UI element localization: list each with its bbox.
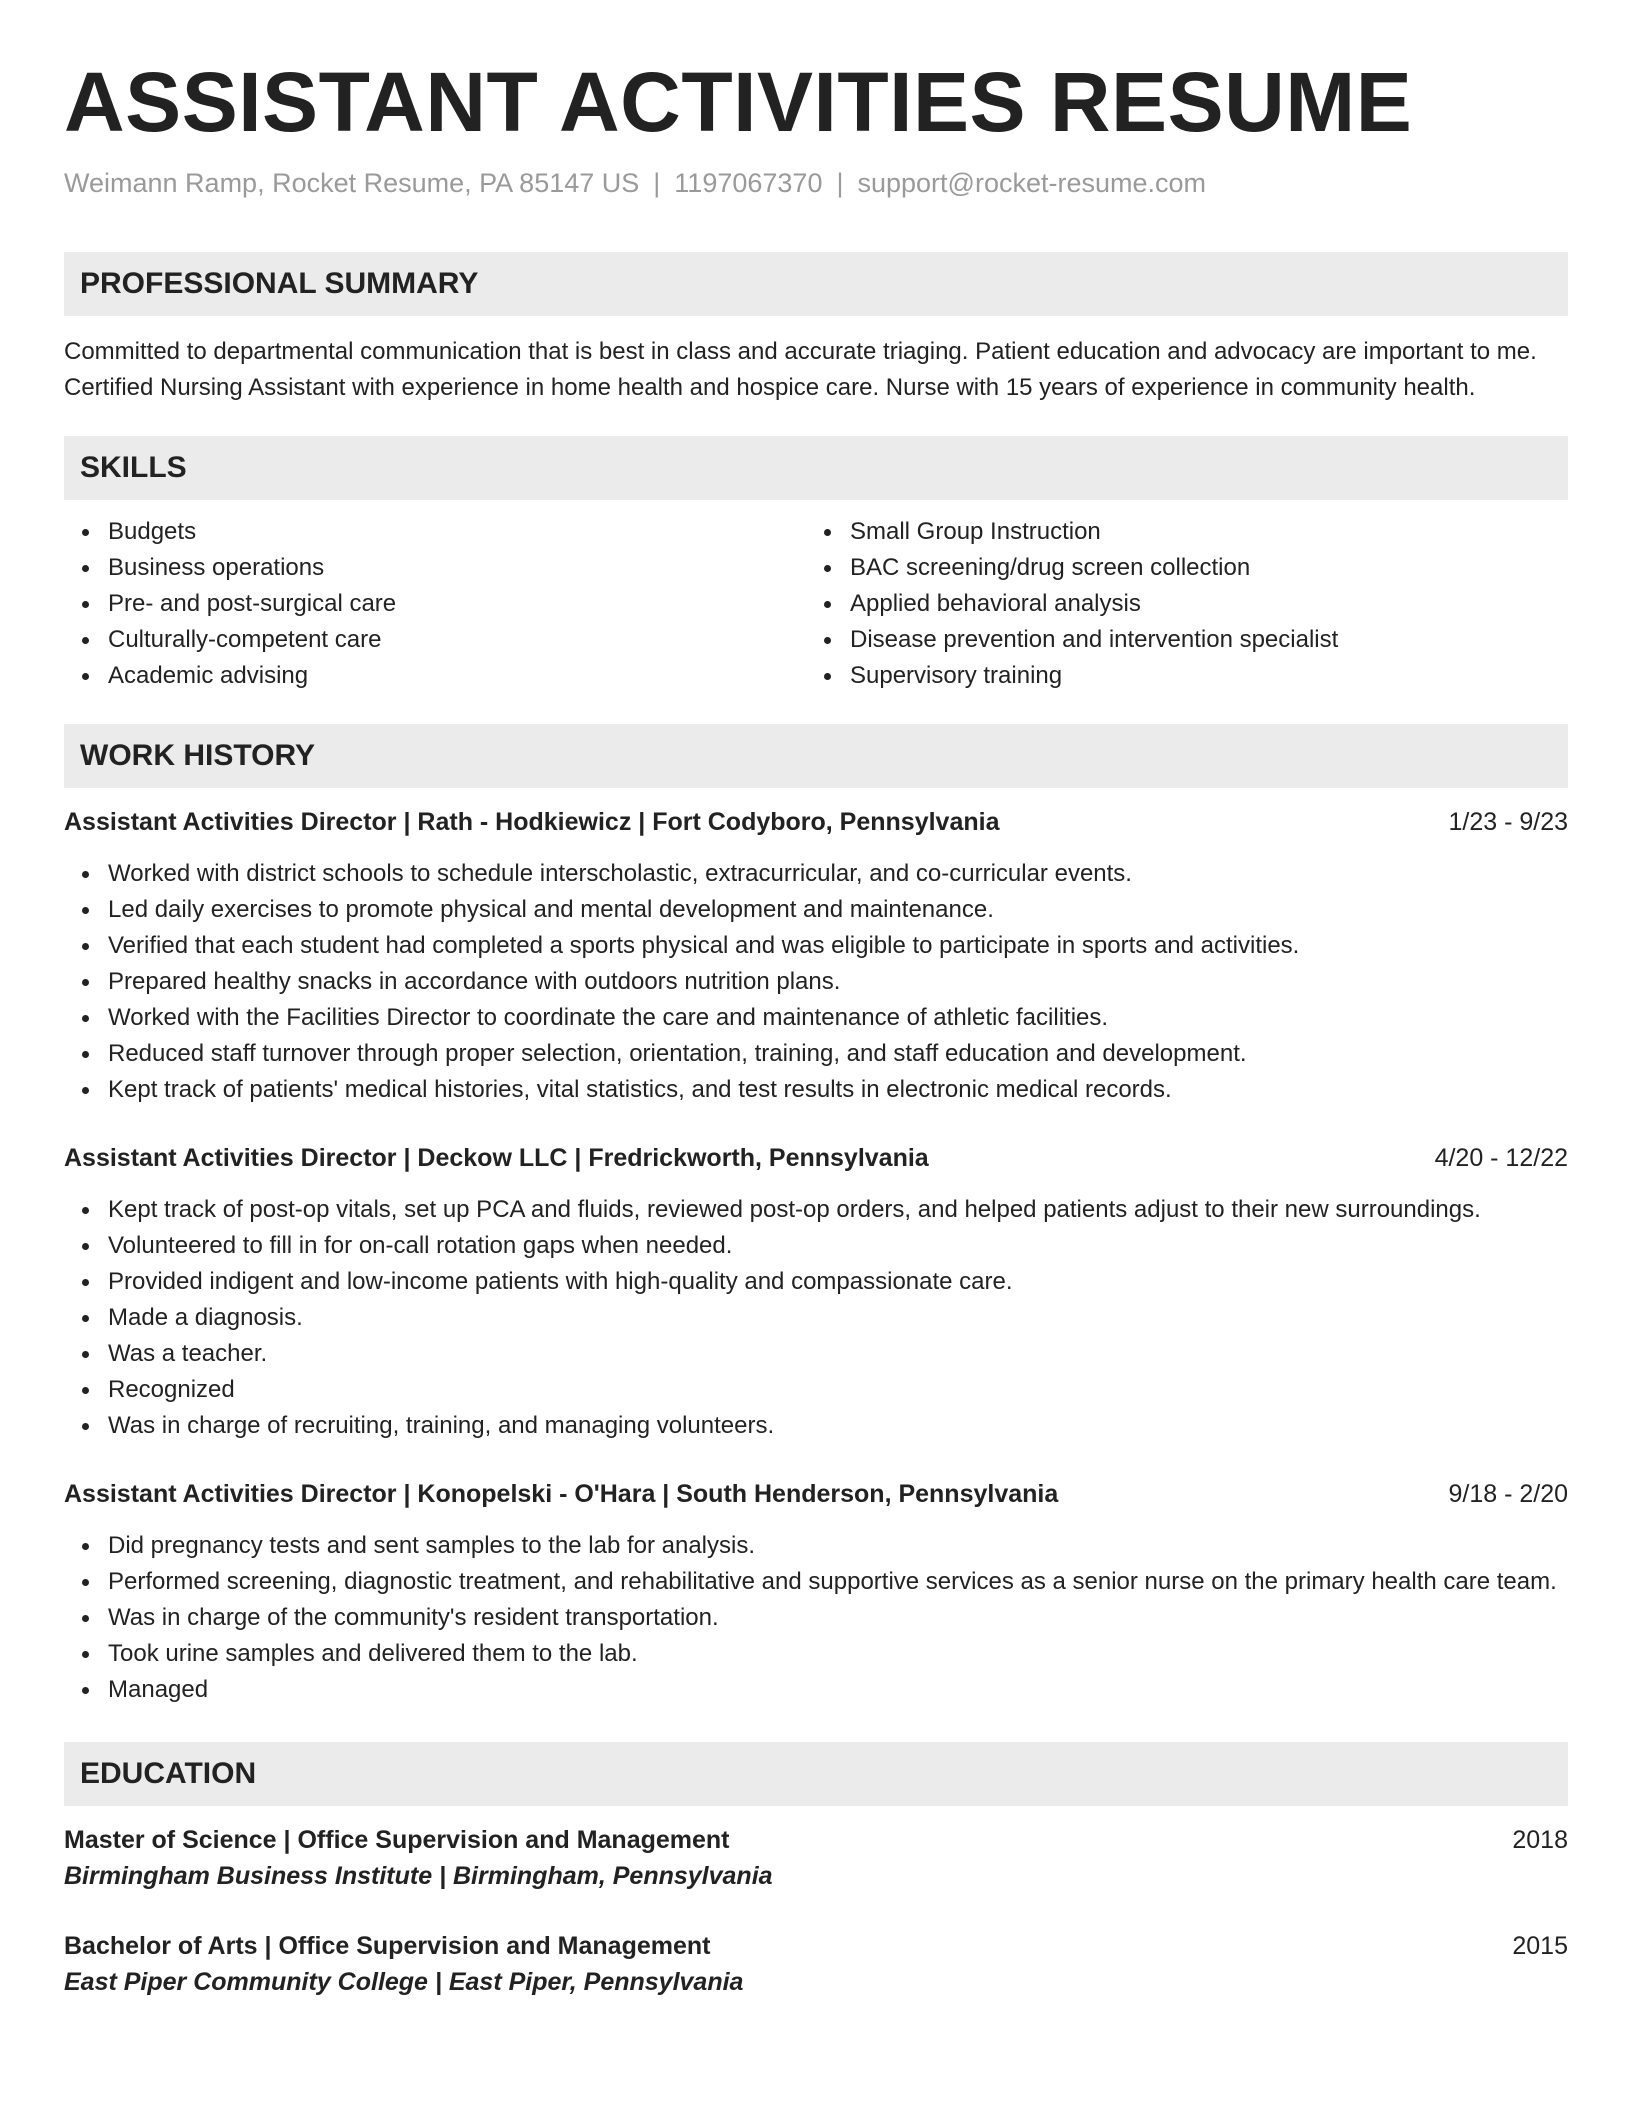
skill-item: Disease prevention and intervention specialist [806, 622, 1548, 658]
skill-item: Business operations [64, 550, 806, 586]
skill-item: Academic advising [64, 658, 806, 694]
job-bullet: Took urine samples and delivered them to the lab. [64, 1636, 1568, 1672]
job-header [64, 1476, 1568, 1512]
job-bullet: Performed screening, diagnostic treatment, and rehabilitative and supportive services as a senior nurse on the primary health care team. [64, 1564, 1568, 1600]
contact-address: Weimann Ramp, Rocket Resume, PA 85147 US [64, 168, 640, 198]
education-heading: EDUCATION [64, 1742, 1568, 1806]
job-bullets [64, 856, 1568, 1108]
education-degree: Master of Science | Office Supervision and Management [64, 1826, 730, 1854]
job-bullet: Prepared healthy snacks in accordance with outdoors nutrition plans. [64, 964, 1568, 1000]
skills-left-column [64, 514, 806, 694]
skill-item: Budgets [64, 514, 806, 550]
contact-line [64, 166, 1568, 200]
job-bullets [64, 1528, 1568, 1708]
resume-title: ASSISTANT ACTIVITIES RESUME [64, 55, 1413, 149]
skills-columns [64, 514, 1568, 694]
job-bullet: Provided indigent and low-income patients with high-quality and compassionate care. [64, 1264, 1568, 1300]
skill-item: Applied behavioral analysis [806, 586, 1548, 622]
job-bullet: Made a diagnosis. [64, 1300, 1568, 1336]
job-bullet: Volunteered to fill in for on-call rotation gaps when needed. [64, 1228, 1568, 1264]
job-entry [64, 804, 1568, 1108]
job-entry [64, 1140, 1568, 1444]
job-bullet: Did pregnancy tests and sent samples to the lab for analysis. [64, 1528, 1568, 1564]
work-history-heading: WORK HISTORY [64, 724, 1568, 788]
contact-separator: | [836, 168, 844, 198]
job-bullet: Was in charge of the community's resident transportation. [64, 1600, 1568, 1636]
education-year: 2018 [1512, 1826, 1568, 1854]
skill-item: Pre- and post-surgical care [64, 586, 806, 622]
skill-item: Culturally-competent care [64, 622, 806, 658]
job-bullet: Managed [64, 1672, 1568, 1708]
job-bullet: Recognized [64, 1372, 1568, 1408]
education-entry [64, 1928, 1568, 2000]
summary-heading: PROFESSIONAL SUMMARY [64, 252, 1568, 316]
education-header [64, 1822, 1568, 1858]
education-degree: Bachelor of Arts | Office Supervision and Management [64, 1932, 711, 1960]
job-bullet: Worked with the Facilities Director to coordinate the care and maintenance of athletic facilities. [64, 1000, 1568, 1036]
skills-heading: SKILLS [64, 436, 1568, 500]
job-title: Assistant Activities Director | Deckow LLC | Fredrickworth, Pennsylvania [64, 1144, 929, 1172]
job-entry [64, 1476, 1568, 1708]
skill-item: BAC screening/drug screen collection [806, 550, 1548, 586]
skills-right-column [806, 514, 1548, 694]
job-title: Assistant Activities Director | Rath - Hodkiewicz | Fort Codyboro, Pennsylvania [64, 808, 1000, 836]
job-bullets [64, 1192, 1568, 1444]
contact-separator: | [653, 168, 661, 198]
contact-email: support@rocket-resume.com [857, 168, 1207, 198]
job-title: Assistant Activities Director | Konopelski - O'Hara | South Henderson, Pennsylvania [64, 1480, 1059, 1508]
job-bullet: Was a teacher. [64, 1336, 1568, 1372]
job-bullet: Was in charge of recruiting, training, and managing volunteers. [64, 1408, 1568, 1444]
education-header [64, 1928, 1568, 1964]
summary-text: Committed to departmental communication that is best in class and accurate triaging. Patient education and advocacy are important to me. Certified Nursing Assistant with experience in home health and hospice care. Nurse with 15 years of experience in community health. [64, 338, 1537, 401]
job-header [64, 804, 1568, 840]
education-school: East Piper Community College | East Piper, Pennsylvania [64, 1968, 744, 1996]
job-header [64, 1140, 1568, 1176]
education-school: Birmingham Business Institute | Birmingham, Pennsylvania [64, 1862, 773, 1890]
job-dates: 9/18 - 2/20 [1448, 1480, 1568, 1508]
job-bullet: Kept track of post-op vitals, set up PCA and fluids, reviewed post-op orders, and helped patients adjust to their new surroundings. [64, 1192, 1568, 1228]
job-bullet: Reduced staff turnover through proper selection, orientation, training, and staff education and development. [64, 1036, 1568, 1072]
job-dates: 1/23 - 9/23 [1448, 808, 1568, 836]
education-entry [64, 1822, 1568, 1894]
contact-phone: 1197067370 [674, 168, 823, 198]
job-bullet: Worked with district schools to schedule interscholastic, extracurricular, and co-curricular events. [64, 856, 1568, 892]
education-year: 2015 [1512, 1932, 1568, 1960]
job-bullet: Kept track of patients' medical histories, vital statistics, and test results in electronic medical records. [64, 1072, 1568, 1108]
job-dates: 4/20 - 12/22 [1434, 1144, 1568, 1172]
job-bullet: Led daily exercises to promote physical and mental development and maintenance. [64, 892, 1568, 928]
skill-item: Small Group Instruction [806, 514, 1548, 550]
job-bullet: Verified that each student had completed a sports physical and was eligible to participate in sports and activities. [64, 928, 1568, 964]
skill-item: Supervisory training [806, 658, 1548, 694]
